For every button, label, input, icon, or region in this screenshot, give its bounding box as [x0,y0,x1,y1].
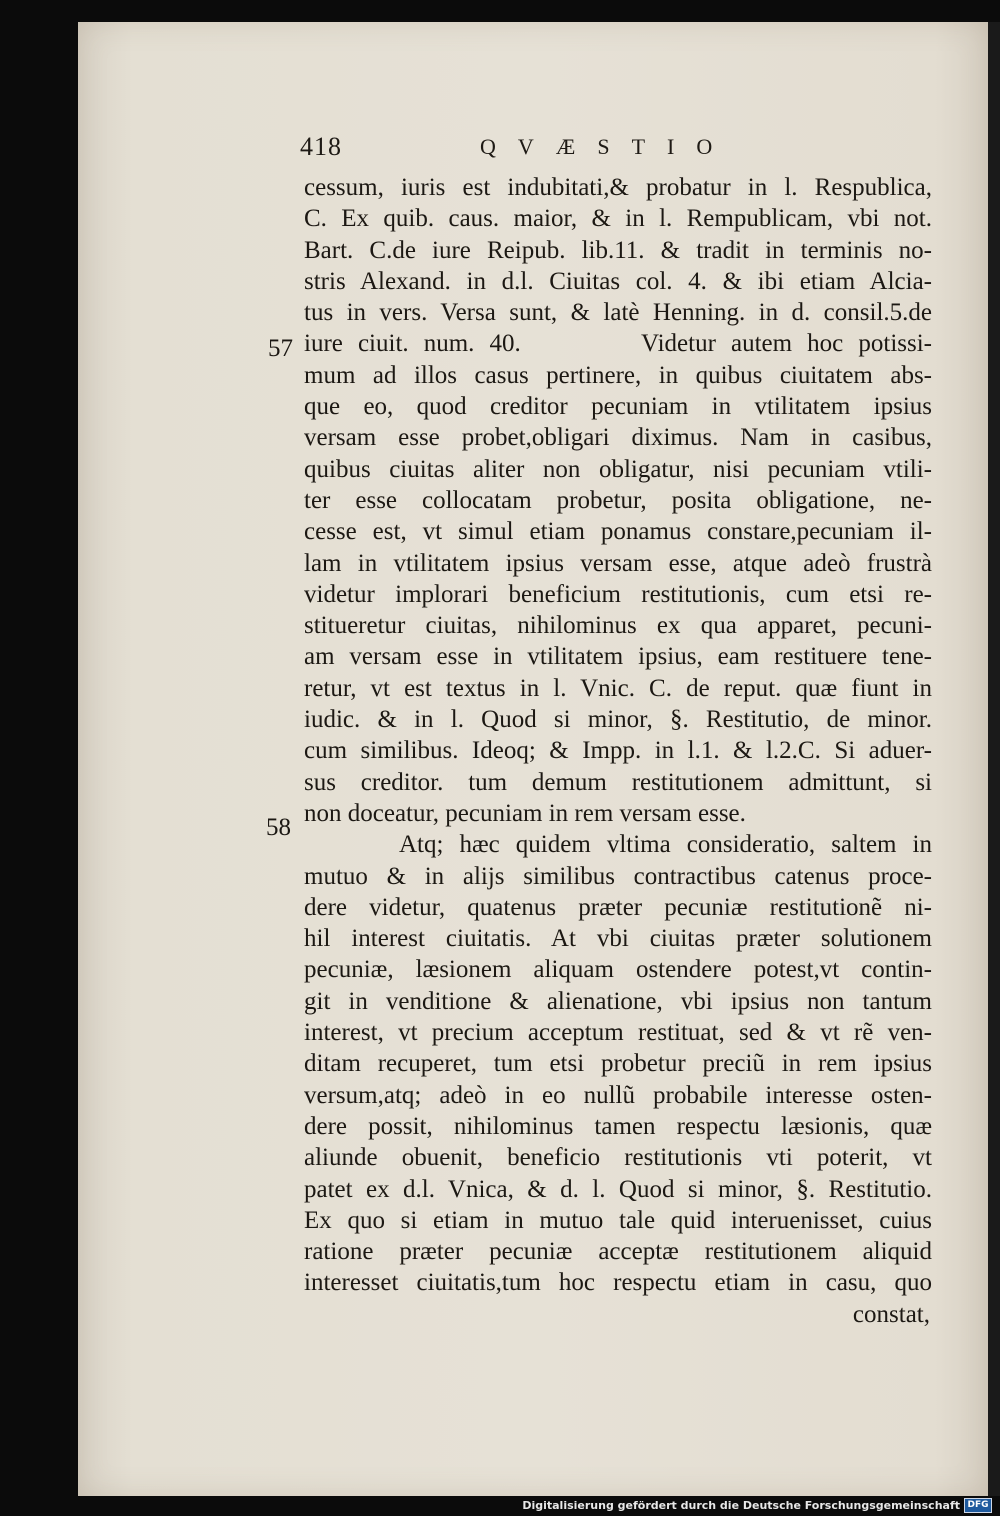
text-line: versum,atq; adeò in eo nullũ probabile interesse osten- [304,1081,932,1109]
text-line: quibus ciuitas aliter non obligatur, nisi pecuniam vtili- [304,455,932,483]
text-line: iudic. & in l. Quod si minor, §. Restitutio, de minor. [304,706,932,734]
text-line: iure ciuit. num. 40. Videtur autem hoc potissi- [304,330,932,358]
body-text [304,172,932,1330]
text-line: videtur implorari beneficium restitutionis, cum etsi re- [304,580,932,608]
text-line: C. Ex quib. caus. maior, & in l. Rempublicam, vbi not. [304,205,932,233]
margin-note-58: 58 [266,814,291,841]
text-line: retur, vt est textus in l. Vnic. C. de reput. quæ fiunt in [304,674,932,702]
text-line: versam esse probet,obligari diximus. Nam in casibus, [304,424,932,452]
text-line: Bart. C.de iure Reipub. lib.11. & tradit in terminis no- [304,236,932,264]
text-line: pecuniæ, læsionem aliquam ostendere potest,vt contin- [304,956,932,984]
text-line: interesset ciuitatis,tum hoc respectu etiam in casu, quo [304,1269,932,1297]
text-line: tus in vers. Versa sunt, & latè Henning. in d. consil.5.de [304,299,932,327]
text-line: hil interest ciuitatis. At vbi ciuitas præter solutionem [304,925,932,953]
text-line: lam in vtilitatem ipsius versam esse, atque adeò frustrà [304,549,932,577]
text-line: ratione præter pecuniæ acceptæ restitutionem aliquid [304,1238,932,1266]
text-line: cesse est, vt simul etiam ponamus constare,pecuniam il- [304,518,932,546]
catchword: constat, [852,1300,930,1328]
running-head [300,132,780,164]
text-line: stitueretur ciuitas, nihilominus ex qua apparet, pecuni- [304,612,932,640]
text-line: cum similibus. Ideoq; & Impp. in l.1. & l.2.C. Si aduer- [304,737,932,765]
margin-note-57: 57 [268,335,293,362]
text-line: que eo, quod creditor pecuniam in vtilitatem ipsius [304,393,932,421]
page-number: 418 [300,132,342,161]
text-line: Atq; hæc quidem vltima consideratio, saltem in [304,831,932,859]
text-line: aliunde obuenit, beneficio restitutionis vti poterit, vt [304,1144,932,1172]
text-line: mutuo & in alijs similibus contractibus catenus proce- [304,862,932,890]
text-line: cessum, iuris est indubitati,& probatur in l. Respublica, [304,174,932,201]
text-line: Ex quo si etiam in mutuo tale quid interuenisset, cuius [304,1206,932,1234]
page-edge [988,22,1000,1496]
text-line: am versam esse in vtilitatem ipsius, eam restituere tene- [304,643,932,671]
text-line: non doceatur, pecuniam in rem versam esse. [304,799,746,827]
text-line: mum ad illos casus pertinere, in quibus ciuitatem abs- [304,361,932,389]
text-line: git in venditione & alienatione, vbi ipsius non tantum [304,987,932,1015]
text-line: ter esse collocatam probetur, posita obligatione, ne- [304,486,932,514]
text-line: interest, vt precium acceptum restituat, sed & vt rẽ ven- [304,1019,932,1047]
text-line: dere possit, nihilominus tamen respectu læsionis, quæ [304,1112,932,1140]
text-line: stris Alexand. in d.l. Ciuitas col. 4. & ibi etiam Alcia- [304,267,932,295]
text-line: ditam recuperet, tum etsi probetur preciũ in rem ipsius [304,1050,932,1078]
text-line: sus creditor. tum demum restitutionem admittunt, si [304,768,932,796]
running-title: QVÆSTIO [480,134,735,159]
digitization-credit: Digitalisierung gefördert durch die Deutsche Forschungsgemeinschaft [522,1499,960,1512]
text-line: dere videtur, quatenus præter pecuniæ restitutionẽ ni- [304,893,932,921]
dfg-logo: DFG [964,1498,992,1513]
text-line: patet ex d.l. Vnica, & d. l. Quod si minor, §. Restitutio. [304,1175,932,1203]
